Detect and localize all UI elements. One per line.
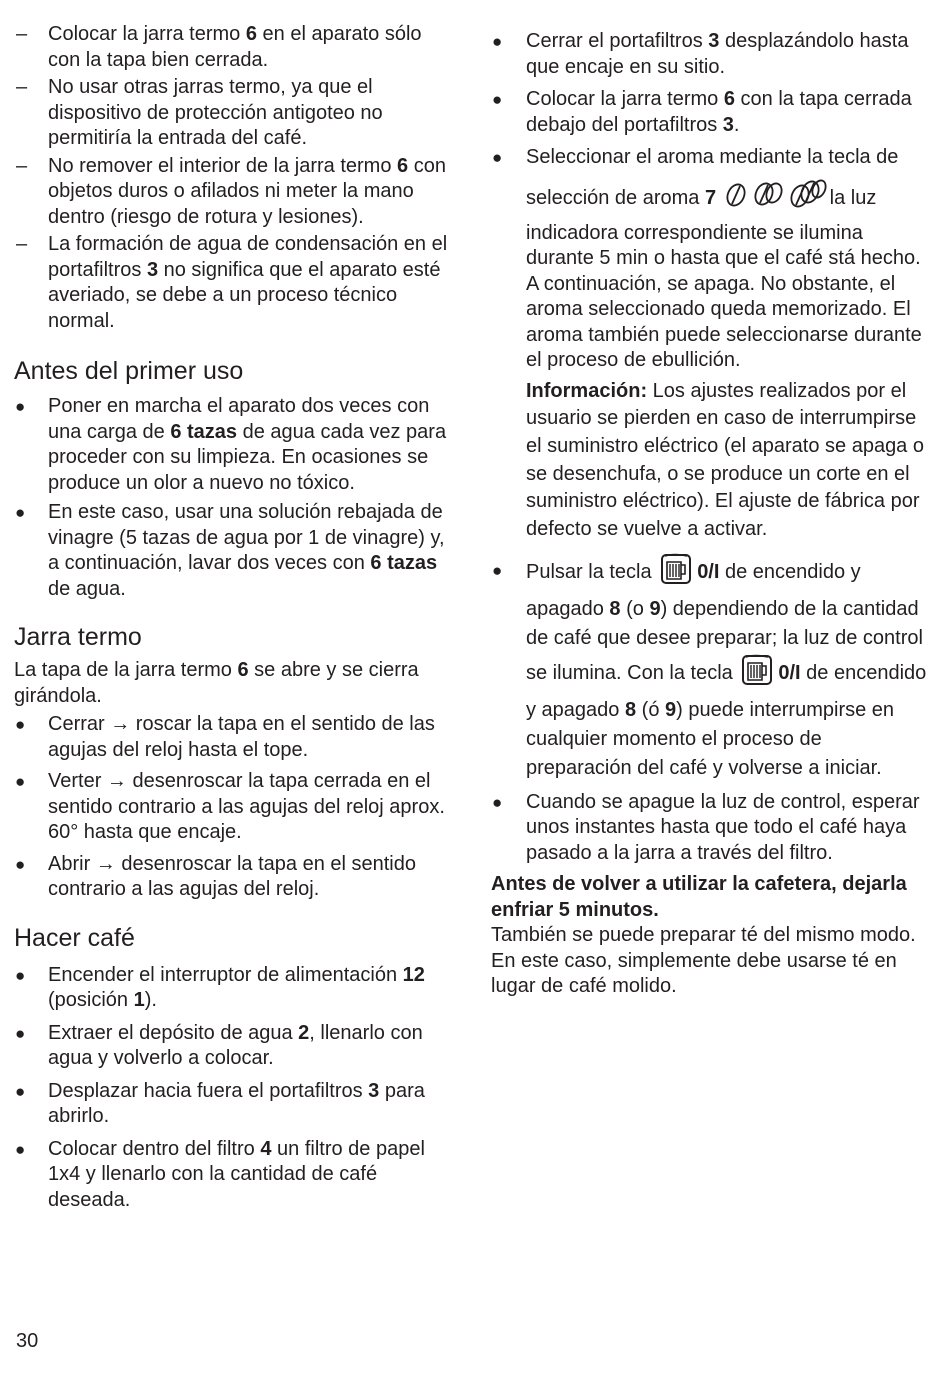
closing-paragraph: También se puede preparar té del mismo modo. En este caso, simplemente debe usarse té en lugar de café molido. (491, 924, 916, 998)
bullet-marker: ● (492, 148, 503, 167)
bullet-marker: ● (15, 854, 26, 874)
bullet-marker: ● (492, 90, 503, 109)
section-heading-jarra-termo: Jarra termo (14, 623, 142, 651)
list-item: – La formación de agua de condensación en el portafiltros 3 no significa que el aparato esté averiado, se debe a un proceso técnico normal. (16, 233, 448, 332)
list-item: – No remover el interior de la jarra termo 6 con objetos duros o afilados ni meter la mano dentro (riesgo de rotura y lesiones). (16, 154, 446, 228)
bullet-marker: ● (15, 772, 26, 791)
bullet-marker: ● (15, 1081, 26, 1101)
section-heading-hacer-cafe: Hacer café (14, 923, 135, 952)
list-item: ● Cerrar el portafiltros 3 desplazándolo hasta que encaje en su sitio. (492, 30, 909, 78)
jarra-intro: La tapa de la jarra termo 6 se abre y se cierra girándola. (14, 659, 419, 707)
steps-list (491, 29, 931, 866)
bullet-marker: ● (15, 715, 26, 734)
bullet-marker: ● (492, 560, 503, 580)
arrow-icon: → (110, 713, 131, 735)
on-off-key-icon (659, 552, 693, 595)
hacer-cafe-list (14, 963, 454, 1214)
aroma-selector-icons (724, 178, 828, 221)
list-item: ● Desplazar hacia fuera el portafiltros 3 para abrirlo. (15, 1079, 425, 1127)
bullet-marker: ● (492, 792, 503, 812)
primer-uso-list (14, 394, 454, 602)
page-number: 30 (16, 1330, 39, 1352)
list-item: – Colocar la jarra termo 6 en el aparato sólo con la tapa bien cerrada. (16, 23, 422, 71)
dash-marker: – (16, 154, 28, 177)
aroma-bean-2-icon (752, 180, 784, 207)
aroma-beans-icon (724, 178, 828, 210)
arrow-icon: → (95, 852, 116, 875)
bullet-marker: ● (492, 32, 503, 51)
info-note: Información: Los ajustes realizados por el usuario se pierden en caso de interrumpirse el suministro eléctrico (el aparato se apaga o se desenchufa, o se produce un corte en el suministro eléctrico). El ajuste de fábrica por defecto se vuelve a activar. (526, 379, 924, 541)
jarra-list (14, 712, 454, 903)
list-item: ● Poner en marcha el aparato dos veces con una carga de 6 tazas de agua cada vez para proceder con su limpieza. En ocasiones se produce un olor a nuevo no tóxico. (15, 395, 447, 494)
dash-marker: – (16, 233, 28, 255)
aroma-bean-1-icon (724, 181, 748, 208)
precautions-list (14, 22, 454, 334)
bullet-marker: ● (15, 965, 26, 985)
dash-marker: – (16, 23, 28, 45)
bold-note: Antes de volver a utilizar la cafetera, dejarla enfriar 5 minutos. (491, 873, 907, 921)
bullet-marker: ● (15, 503, 26, 522)
left-column (14, 22, 454, 1213)
list-item: ● Seleccionar el aroma mediante la tecla de selección de aroma 7 la luz indicadora correspondiente se ilumina durante 5 min o hasta que el café stá hecho. A continuación, se apaga. No obstante, el aroma seleccionado queda memorizado. El aroma también puede seleccionarse durante el proceso de ebullición. Información: Los ajustes realizados por el usuario se pierden en caso de interrumpirse el suministro eléctrico (el aparato se apaga o se desenchufa, o se produce un corte en el suministro eléctrico). El ajuste de fábrica por defecto se vuelve a activar. (491, 145, 931, 544)
list-item: ● Abrir → desenroscar la tapa en el sentido contrario a las agujas del reloj. (15, 852, 416, 900)
list-item: ● En este caso, usar una solución rebajada de vinagre (5 tazas de agua por 1 de vinagre) y, a continuación, lavar dos veces con 6 tazas de agua. (15, 501, 445, 600)
on-off-key-icon (740, 653, 774, 696)
right-column (491, 29, 931, 1000)
bullet-marker: ● (15, 1023, 26, 1043)
list-item: ● Pulsar la tecla 0/I de encendido y apagado 8 (o 9) dependiendo de la cantidad de café que desee preparar; la luz de control se ilumina. Con la tecla 0/I de encendido y apagado 8 (ó 9) puede interrumpirse en cualquier momento el proceso de preparación del café y volverse a iniciar. (491, 552, 931, 783)
list-item: ● Cuando se apague la luz de control, esperar unos instantes hasta que todo el café haya pasado a la jarra a través del filtro. (492, 790, 920, 864)
list-item: ● Colocar dentro del filtro 4 un filtro de papel 1x4 y llenarlo con la cantidad de café deseada. (15, 1137, 425, 1211)
list-item: ● Extraer el depósito de agua 2, llenarlo con agua y volverlo a colocar. (15, 1021, 423, 1069)
aroma-line: selección de aroma 7 la luz (526, 178, 931, 221)
aroma-bean-3-icon (788, 178, 828, 209)
list-item: ● Encender el interruptor de alimentación 12 (posición 1). (15, 963, 425, 1011)
section-heading-primer-uso: Antes del primer uso (14, 357, 244, 385)
list-item: ● Colocar la jarra termo 6 con la tapa cerrada debajo del portafiltros 3. (492, 88, 912, 136)
list-item: – No usar otras jarras termo, ya que el dispositivo de protección antigoteo no permitiría la entrada del café. (16, 76, 383, 149)
list-item: ● Cerrar → roscar la tapa en el sentido de las agujas del reloj hasta el tope. (15, 713, 435, 761)
list-item: ● Verter → desenroscar la tapa cerrada en el sentido contrario a las agujas del reloj aprox. 60° hasta que encaje. (15, 770, 445, 843)
arrow-icon: → (106, 770, 127, 792)
bullet-marker: ● (15, 1139, 26, 1159)
bullet-marker: ● (15, 397, 26, 416)
dash-marker: – (16, 76, 28, 98)
